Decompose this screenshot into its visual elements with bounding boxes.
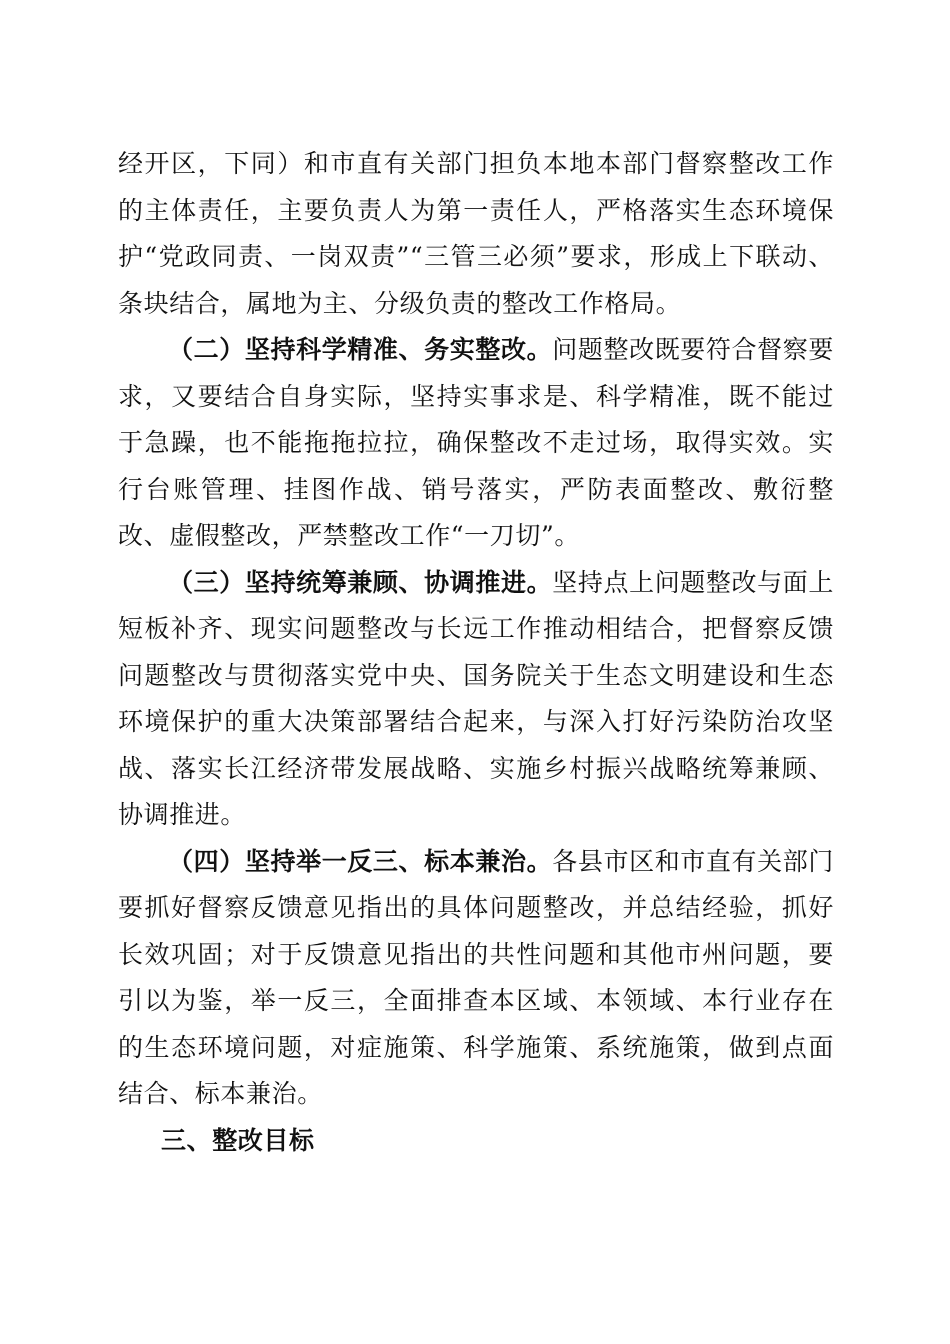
principle-three-heading: （三）坚持统筹兼顾、协调推进。: [168, 567, 553, 597]
paragraph-continuation: [118, 141, 834, 327]
section-heading: 三、整改目标: [161, 1125, 315, 1155]
principle-two-heading: （二）坚持科学精准、务实整改。: [168, 335, 553, 364]
principle-two-text: 问题整改既要符合督察要求，又要结合自身实际，坚持实事求是、科学精准，既不能过于急躁，也不能拖拖拉拉，确保整改不走过场，取得实效。实行台账管理、挂图作战、销号落实，严防表面整改、敷衍整改、虚假整改，严禁整改工作“一刀切”。: [118, 335, 834, 550]
principle-four-heading: （四）坚持举一反三、标本兼治。: [168, 846, 553, 876]
paragraph-principle-two: [118, 327, 834, 560]
paragraph-principle-three: [118, 560, 834, 839]
principle-four-text: 各县市区和市直有关部门要抓好督察反馈意见指出的具体问题整改，并总结经验，抓好长效巩固；对于反馈意见指出的共性问题和其他市州问题，要引以为鉴，举一反三，全面排查本区域、本领域、本行业存在的生态环境问题，对症施策、科学施策、系统施策，做到点面结合、标本兼治。: [118, 846, 834, 1108]
paragraph-body-text: 经开区，下同）和市直有关部门担负本地本部门督察整改工作的主体责任，主要负责人为第一责任人，严格落实生态环境保护“党政同责、一岗双责”“三管三必须”要求，形成上下联动、条块结合，属地为主、分级负责的整改工作格局。: [118, 149, 834, 318]
principle-three-text: 坚持点上问题整改与面上短板补齐、现实问题整改与长远工作推动相结合，把督察反馈问题整改与贯彻落实党中央、国务院关于生态文明建设和生态环境保护的重大决策部署结合起来，与深入打好污染防治攻坚战、落实长江经济带发展战略、实施乡村振兴战略统筹兼顾、协调推进。: [118, 567, 834, 829]
document-body: [118, 141, 834, 1164]
paragraph-principle-four: [118, 839, 834, 1118]
